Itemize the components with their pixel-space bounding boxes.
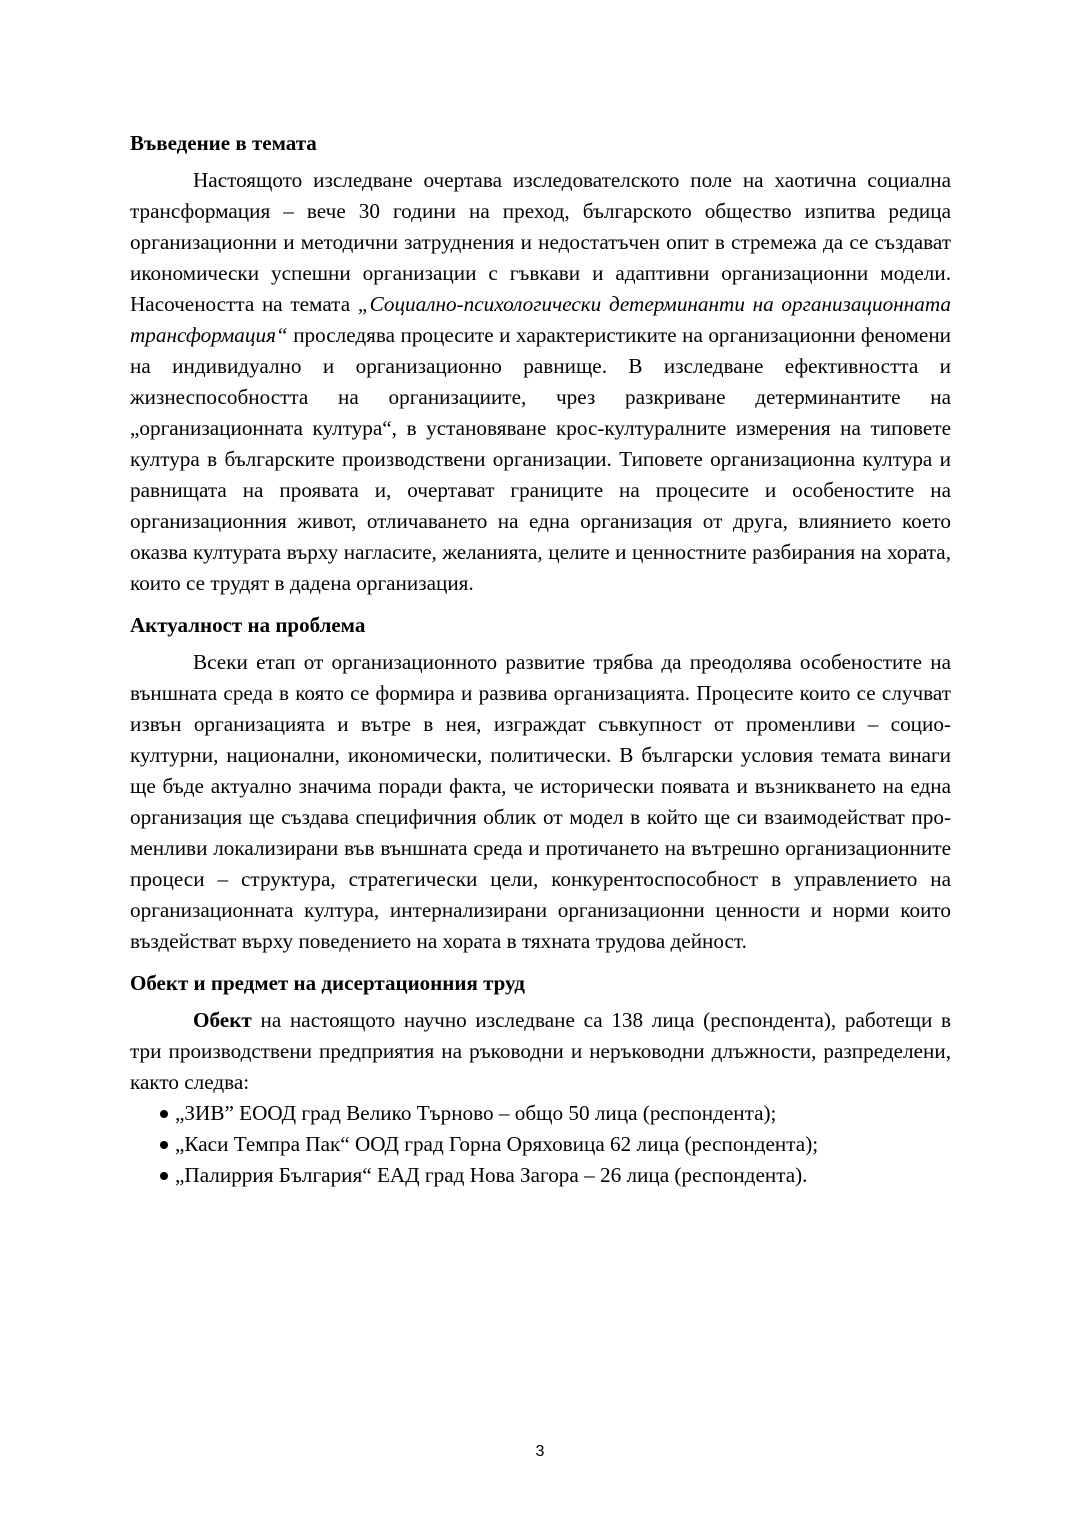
enterprise-list — [130, 1098, 951, 1191]
intro-paragraph — [130, 165, 951, 599]
section-heading-relevance: Актуалност на проблема — [130, 613, 366, 637]
bullet-icon — [160, 1110, 168, 1118]
page-number: 3 — [535, 1443, 545, 1460]
list-item-text: „Палиррия България“ ЕАД град Нова Загора – 26 лица (респондента). — [175, 1163, 808, 1187]
bullet-icon — [160, 1172, 168, 1180]
dissertation-title: „Социално-психологически детерминанти на организационната трансформация“ — [130, 292, 951, 347]
relevance-paragraph: Всеки етап от организационното развитие трябва да преодолява особеностите на външната среда в която се формира и развива организацията. Процесите които се случват извън организацията и вътре в нея, изграждат съвкупност от променливи – социо-културни, национални, икономически, политически. В български условия темата винаги ще бъде актуално значима поради факта, че исторически появата и възникването на една организация ще създава специфичния облик от модел в който ще си взаимодействат променливи локализирани във външната среда и протичането на вътрешно организационните процеси – структура, стратегически цели, конкурентоспособност в управлението на организационната култура, интернализирани организационни ценности и норми които въздействат върху поведението на хората в тяхната трудова дейност. — [130, 650, 951, 953]
intro-text-start: Настоящото изследване очертава изследователското поле на хаотична социална трансформация – вече 30 години на преход, българското общество изпитва редица организационни и методични затруднения и недостатъчен опит в стремежа да се създават икономически успешни организации с гъвкави и адаптивни организационни модели. Насочеността на темата — [130, 168, 951, 316]
section-heading-intro: Въведение в темата — [130, 131, 317, 155]
page-content — [130, 128, 951, 1191]
list-item-text: „ЗИВ” ЕООД град Велико Търново – общо 50 лица (респондента); — [175, 1101, 777, 1125]
list-item — [130, 1129, 951, 1160]
bullet-icon — [160, 1141, 168, 1149]
object-paragraph — [130, 1005, 951, 1098]
intro-text-end: проследява процесите и характеристиките на организационни феномени на индивидуално и организационно равнище. В изследване ефективността и жизнеспособността на организациите, чрез разкриване детерминантите на „организационната култура“, в установяване крос-културалните измерения на типовете култура в българските производствени организации. Типовете организационна култура и равнищата на проявата и, очертават границите на процесите и особеностите на организационния живот, отличаването на една организация от друга, влиянието което оказва културата върху нагласите, желанията, целите и ценностните разбирания на хората, които се трудят в дадена организация. — [130, 323, 951, 595]
object-text: на настоящото научно изследване са 138 лица (респондента), работещи в три производствени предприятия на ръководни и неръководни длъжности, разпределени, както следва: — [130, 1008, 951, 1094]
list-item — [130, 1098, 951, 1129]
object-lead-term: Обект — [193, 1008, 252, 1032]
section-heading-object: Обект и предмет на дисертационния труд — [130, 971, 525, 995]
list-item-text: „Каси Темпра Пак“ ООД град Горна Оряховица 62 лица (респондента); — [175, 1132, 819, 1156]
list-item — [130, 1160, 951, 1191]
